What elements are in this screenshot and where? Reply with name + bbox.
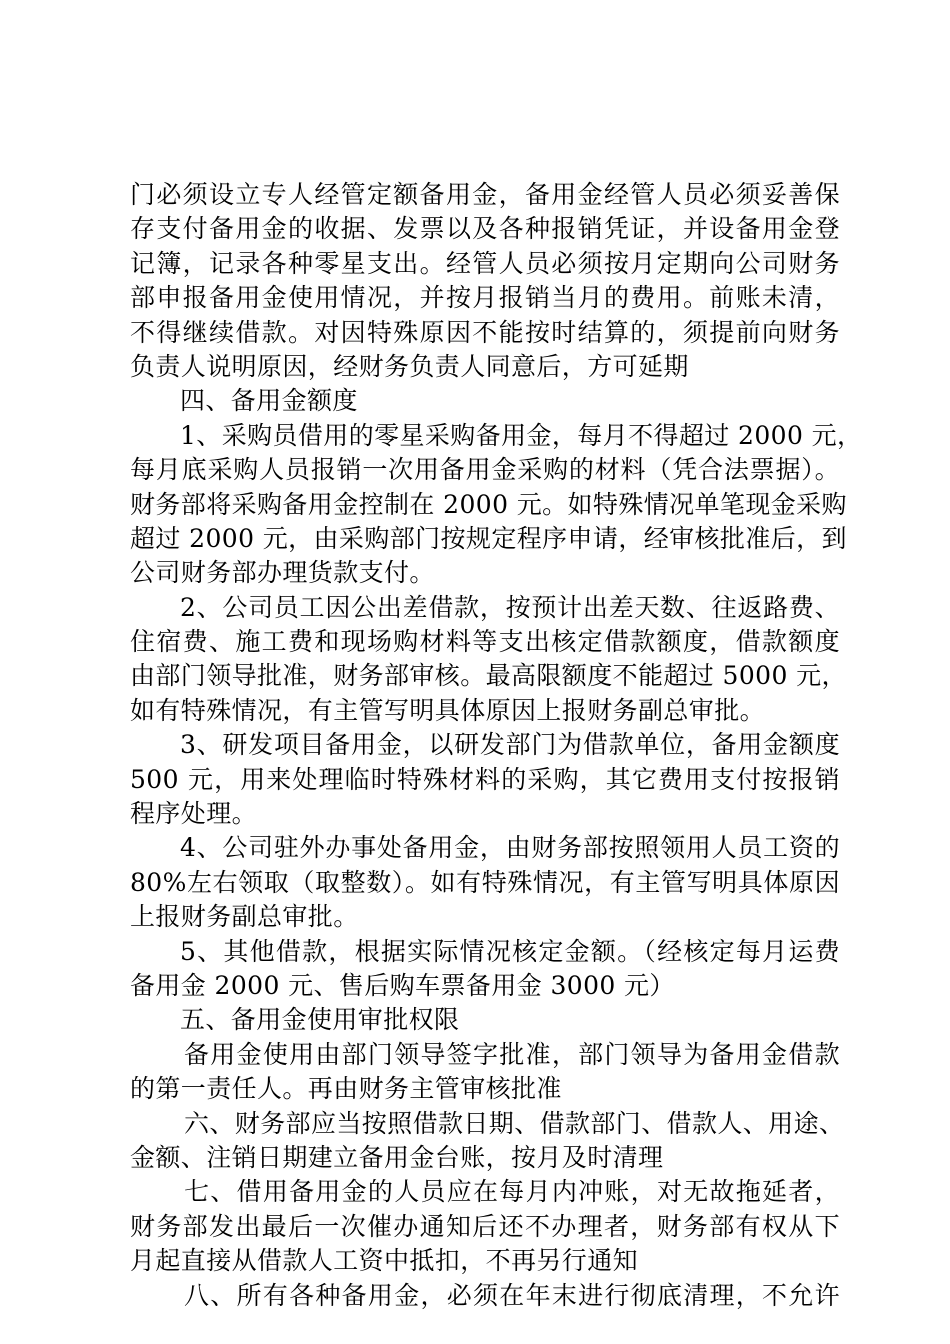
text-line: 每月底采购人员报销一次用备用金采购的材料（凭合法票据）。: [130, 455, 840, 485]
text-line: 部申报备用金使用情况，并按月报销当月的费用。前账未清，: [130, 283, 840, 313]
document-body: [130, 178, 863, 1313]
text-line: 4、公司驻外办事处备用金，由财务部按照领用人员工资的: [180, 833, 840, 863]
section-heading: 四、备用金额度: [180, 386, 358, 416]
text-line: 由部门领导批准，财务部审核。最高限额度不能超过 5000 元，: [130, 661, 847, 691]
text-line: 月起直接从借款人工资中抵扣，不再另行通知: [130, 1246, 639, 1276]
text-line: 3、研发项目备用金，以研发部门为借款单位，备用金额度: [180, 730, 840, 760]
text-line: 财务部发出最后一次催办通知后还不办理者，财务部有权从下: [130, 1211, 840, 1241]
text-line: 负责人说明原因，经财务负责人同意后，方可延期: [130, 351, 689, 381]
text-line: 5、其他借款，根据实际情况核定金额。（经核定每月运费: [180, 936, 840, 966]
text-line: 备用金 2000 元、售后购车票备用金 3000 元）: [130, 970, 675, 1000]
text-line: 六、财务部应当按照借款日期、借款部门、借款人、用途、: [184, 1108, 845, 1138]
text-line: 存支付备用金的收据、发票以及各种报销凭证，并设备用金登: [130, 214, 840, 244]
text-line: 金额、注销日期建立备用金台账，按月及时清理: [130, 1142, 664, 1172]
text-line: 80%左右领取（取整数）。如有特殊情况，有主管写明具体原因: [130, 867, 840, 897]
text-line: 如有特殊情况，有主管写明具体原因上报财务副总审批。: [130, 695, 766, 725]
text-line: 1、采购员借用的零星采购备用金，每月不得超过 2000 元，: [180, 420, 863, 450]
text-line: 备用金使用由部门领导签字批准，部门领导为备用金借款: [184, 1039, 840, 1069]
text-line: 2、公司员工因公出差借款，按预计出差天数、往返路费、: [180, 592, 840, 622]
text-line: 程序处理。: [130, 799, 258, 829]
text-line: 的第一责任人。再由财务主管审核批准: [130, 1074, 562, 1104]
text-line: 记簿，记录各种零星支出。经管人员必须按月定期向公司财务: [130, 248, 840, 278]
text-line: 七、借用备用金的人员应在每月内冲账，对无故拖延者，: [184, 1177, 840, 1207]
text-line: 八、所有各种备用金，必须在年末进行彻底清理，不允许: [184, 1280, 840, 1310]
text-line: 不得继续借款。对因特殊原因不能按时结算的，须提前向财务: [130, 317, 840, 347]
text-line: 门必须设立专人经管定额备用金，备用金经管人员必须妥善保: [130, 180, 840, 209]
text-line: 500 元，用来处理临时特殊材料的采购，其它费用支付按报销: [130, 764, 840, 794]
text-line: 上报财务副总审批。: [130, 902, 359, 932]
text-line: 公司财务部办理货款支付。: [130, 558, 435, 588]
text-line: 财务部将采购备用金控制在 2000 元。如特殊情况单笔现金采购: [130, 489, 847, 519]
section-heading: 五、备用金使用审批权限: [180, 1005, 460, 1035]
text-line: 住宿费、施工费和现场购材料等支出核定借款额度，借款额度: [130, 627, 840, 657]
text-line: 超过 2000 元，由采购部门按规定程序申请，经审核批准后，到: [130, 523, 847, 553]
